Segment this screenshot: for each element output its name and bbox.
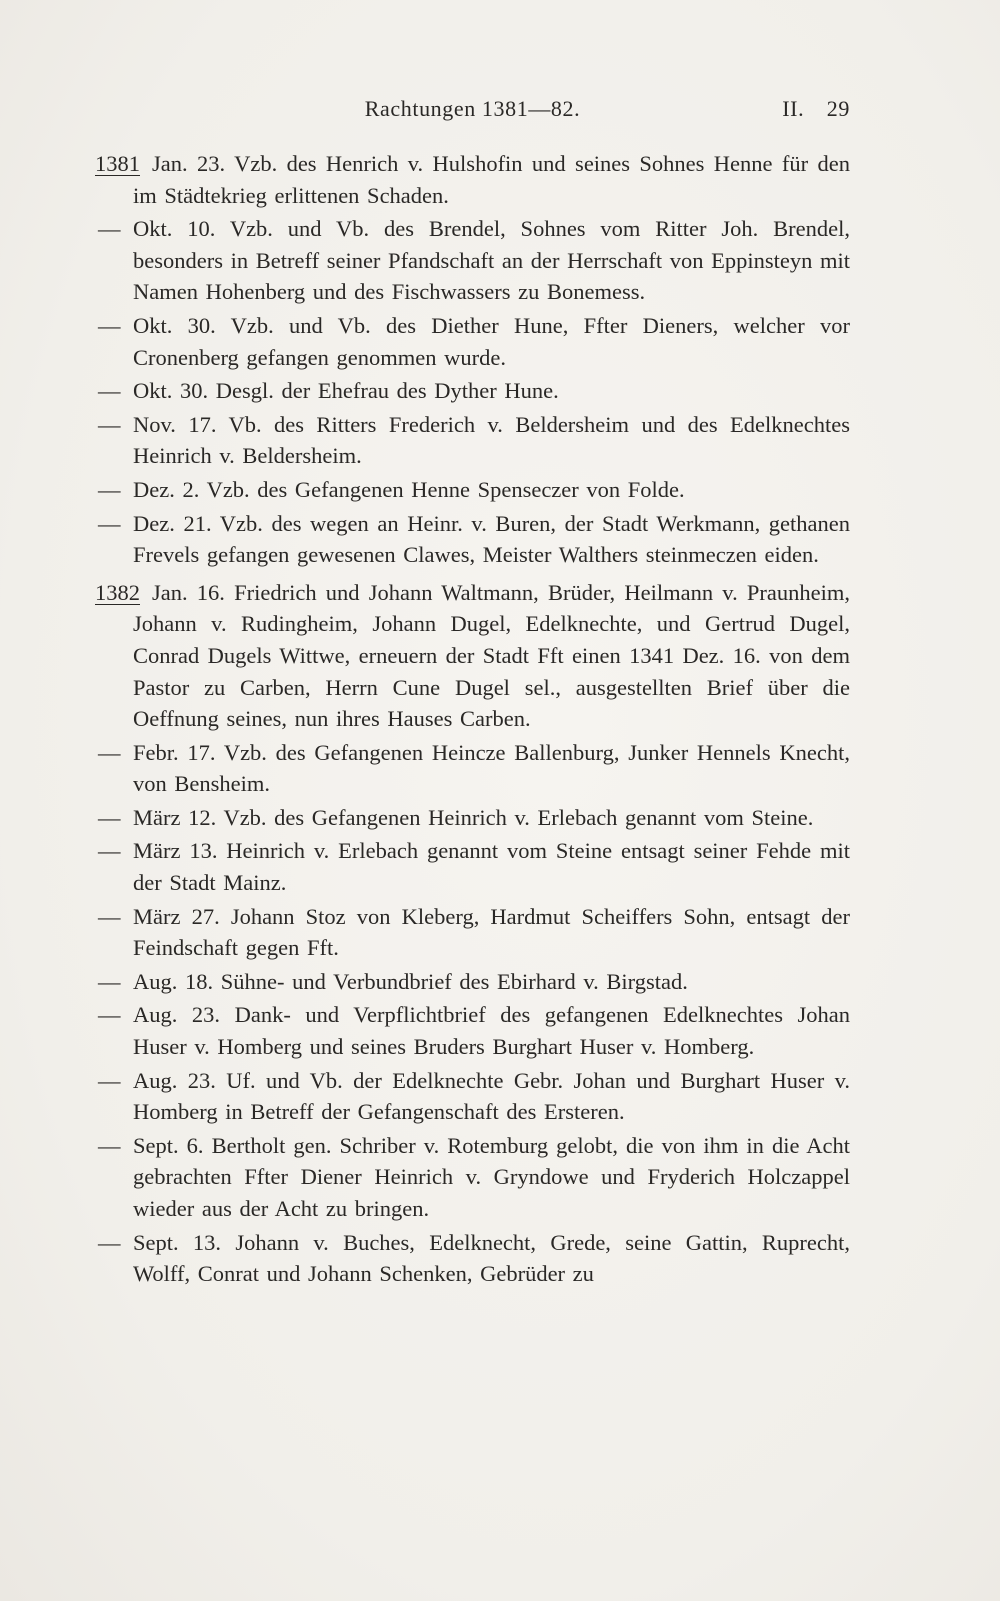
entry-text: Aug. 18. Sühne- und Verbundbrief des Ebirhard v. Birgstad. [133, 968, 688, 994]
page-number: 29 [826, 96, 850, 121]
entry-1382-febr-17 [95, 737, 850, 800]
entry-text: Dez. 2. Vzb. des Gefangenen Henne Spenseczer von Folde. [133, 476, 685, 502]
dash-marker: — [98, 903, 121, 929]
dash-marker: — [98, 1229, 121, 1255]
section-number: II. [782, 96, 805, 121]
dash-marker: — [98, 739, 121, 765]
entry-1382-maerz-27 [95, 901, 850, 964]
document-body [95, 148, 850, 1290]
entry-text: Okt. 30. Vzb. und Vb. des Diether Hune, Ffter Dieners, welcher vor Cronenberg gefangen genommen wurde. [133, 312, 850, 370]
entry-1382-aug-18 [95, 966, 850, 998]
entry-text: März 12. Vzb. des Gefangenen Heinrich v. Erlebach genannt vom Steine. [133, 804, 814, 830]
entry-text: Sept. 6. Bertholt gen. Schriber v. Rotemburg gelobt, die von ihm in die Acht gebrachten Ffter Diener Heinrich v. Gryndowe und Fryderich Holczappel wieder aus der Acht zu bringen. [133, 1132, 850, 1221]
dash-marker: — [98, 411, 121, 437]
entry-text: März 27. Johann Stoz von Kleberg, Hardmut Scheiffers Sohn, entsagt der Feindschaft gegen Fft. [133, 903, 850, 961]
entry-text: Sept. 13. Johann v. Buches, Edelknecht, Grede, seine Gattin, Ruprecht, Wolff, Conrat und Johann Schenken, Gebrüder zu [133, 1229, 850, 1287]
entry-1381-okt-30-b [95, 375, 850, 407]
entry-1381-dez-2 [95, 474, 850, 506]
dash-marker: — [98, 312, 121, 338]
entry-1381-okt-10 [95, 213, 850, 308]
entry-1382-aug-23-b [95, 1065, 850, 1128]
entry-text: Aug. 23. Dank- und Verpflichtbrief des gefangenen Edelknechtes Johan Huser v. Homberg und seines Bruders Burghart Huser v. Homberg. [133, 1002, 850, 1060]
running-head-page-ref [782, 96, 850, 122]
dash-marker: — [98, 968, 121, 994]
entry-1381-jan-23 [95, 148, 850, 211]
dash-marker: — [98, 216, 121, 242]
entry-1382-maerz-13 [95, 835, 850, 898]
entry-text: Dez. 21. Vzb. des wegen an Heinr. v. Buren, der Stadt Werkmann, gethanen Frevels gefangen gewesenen Clawes, Meister Walthers steinmeczen eiden. [133, 510, 850, 568]
entry-1382-sept-13 [95, 1227, 850, 1290]
entry-1381-okt-30-a [95, 310, 850, 373]
entry-1381-dez-21 [95, 508, 850, 571]
entry-text: Nov. 17. Vb. des Ritters Frederich v. Beldersheim und des Edelknechtes Heinrich v. Beldersheim. [133, 411, 850, 469]
dash-marker: — [98, 1067, 121, 1093]
entry-text: Okt. 30. Desgl. der Ehefrau des Dyther Hune. [133, 378, 559, 404]
entry-1382-jan-16 [95, 577, 850, 735]
entry-1382-aug-23-a [95, 999, 850, 1062]
dash-marker: — [98, 1132, 121, 1158]
running-head [95, 96, 850, 130]
entry-text: Jan. 16. Friedrich und Johann Waltmann, Brüder, Heilmann v. Praunheim, Johann v. Rudingheim, Johann Dugel, Edelknechte, und Gertrud Dugel, Conrad Dugels Wittwe, erneuern der Stadt Fft einen 1341 Dez. 16. von dem Pastor zu Carben, Herrn Cune Dugel sel., ausgestellten Brief über die Oeffnung seines, nun ihres Hauses Carben. [133, 579, 850, 732]
entry-1382-sept-6 [95, 1130, 850, 1225]
entry-text: Okt. 10. Vzb. und Vb. des Brendel, Sohnes vom Ritter Joh. Brendel, besonders in Betreff seiner Pfandschaft an der Herrschaft von Eppinsteyn mit Namen Hohenberg und des Fischwassers zu Bonemess. [133, 216, 850, 305]
entry-text: Aug. 23. Uf. und Vb. der Edelknechte Gebr. Johan und Burghart Huser v. Homberg in Betreff der Gefangenschaft des Ersteren. [133, 1067, 850, 1125]
running-head-title: Rachtungen 1381—82. [364, 96, 581, 121]
entry-text: Jan. 23. Vzb. des Henrich v. Hulshofin und seines Sohnes Henne für den im Städtekrieg erlittenen Schaden. [133, 151, 850, 208]
dash-marker: — [98, 510, 121, 536]
year-marker-1382: 1382 [95, 579, 140, 605]
dash-marker: — [98, 378, 121, 404]
entry-text: März 13. Heinrich v. Erlebach genannt vom Steine entsagt seiner Fehde mit der Stadt Mainz. [133, 838, 850, 896]
dash-marker: — [98, 476, 121, 502]
dash-marker: — [98, 1002, 121, 1028]
entry-1382-maerz-12 [95, 802, 850, 834]
entry-text: Febr. 17. Vzb. des Gefangenen Heincze Ballenburg, Junker Hennels Knecht, von Bensheim. [133, 739, 850, 797]
year-marker-1381: 1381 [95, 151, 140, 176]
dash-marker: — [98, 838, 121, 864]
entry-1381-nov-17 [95, 409, 850, 472]
dash-marker: — [98, 804, 121, 830]
